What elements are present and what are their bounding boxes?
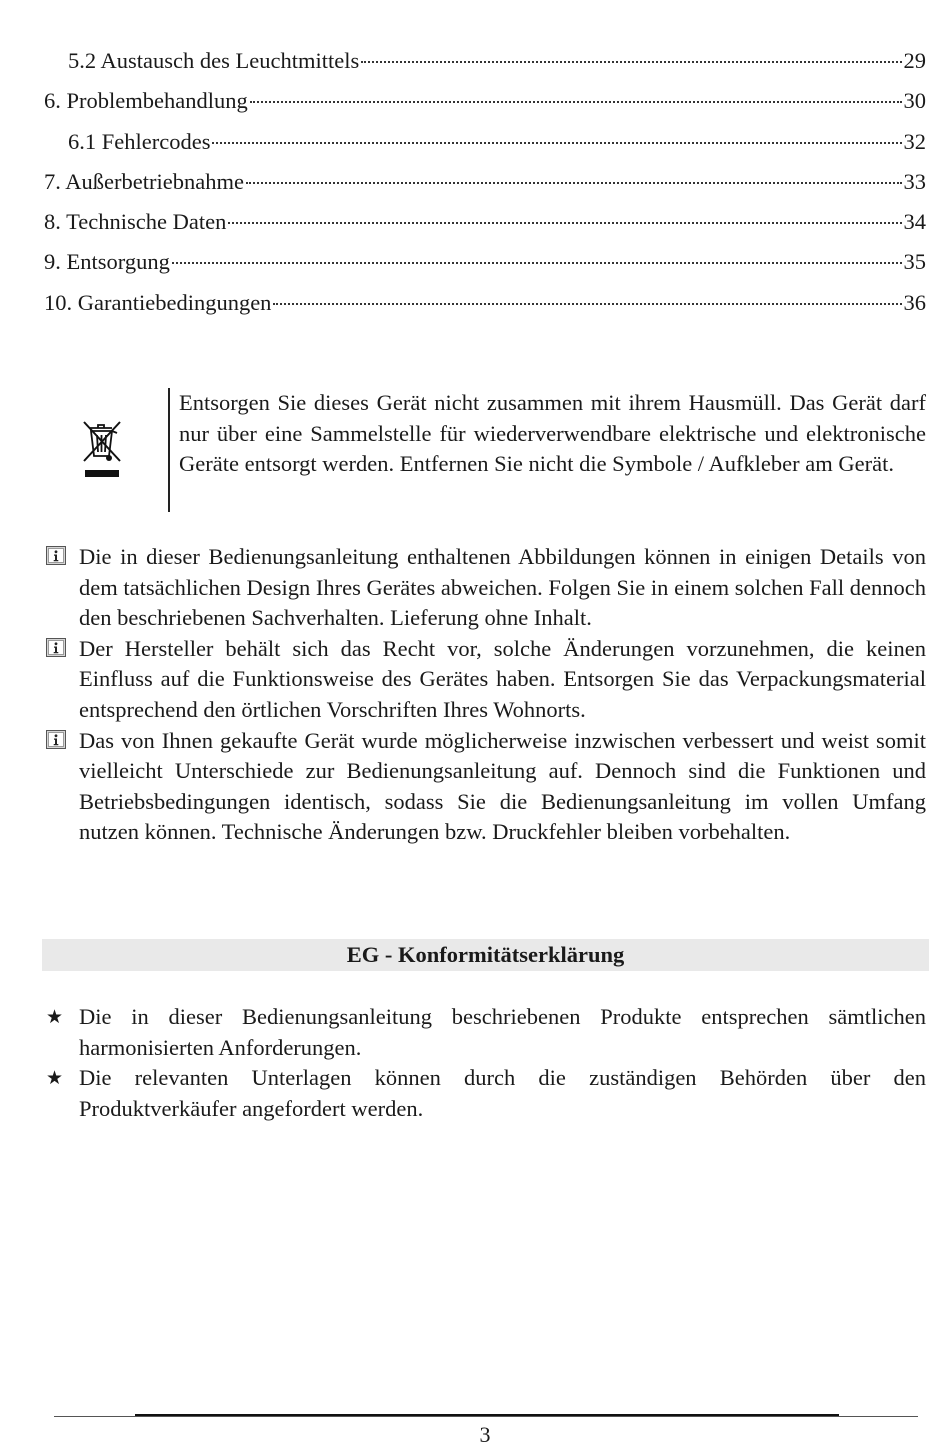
toc-entry[interactable]	[44, 165, 926, 205]
page-number: 3	[479, 1422, 491, 1447]
toc-leader-dots	[172, 262, 902, 264]
toc-entry-page: 34	[903, 209, 926, 235]
list-item	[44, 1063, 926, 1124]
toc-entry[interactable]	[44, 44, 926, 84]
toc-entry-title: 6.1 Fehlercodes	[68, 128, 211, 154]
disposal-text: Entsorgen Sie dieses Gerät nicht zusammen mit ihrem Hausmüll. Das Gerät darf nur über eine Sammelstelle für wiederverwendbare elektrische und elektronische Geräte entsorgt werden. Entfernen Sie nicht die Symbole / Aufkleber am Gerät.	[179, 390, 926, 477]
toc-leader-dots	[273, 303, 901, 305]
info-note-text: Das von Ihnen gekaufte Gerät wurde möglicherweise inzwischen verbessert und weist somit vielleicht Unterschiede zur Bedienungsanleitung auf. Dennoch sind die Funktionen und Betriebsbedingungen identisch, sodass Sie die Bedienungsanleitung im vollen Umfang nutzen können. Technische Änderungen bzw. Druckfehler bleiben vorbehalten.	[79, 727, 926, 845]
info-note-text: Der Hersteller behält sich das Recht vor, solche Änderungen vorzunehmen, die keinen Einfluss auf die Funktionsweise des Gerätes haben. Entsorgen Sie das Verpackungsmaterial entsprechend den örtlichen Vorschriften Ihres Wohnorts.	[79, 635, 926, 722]
toc-leader-dots	[250, 101, 902, 103]
toc-entry-title: 5.2 Austausch des Leuchtmittels	[68, 48, 360, 73]
info-notes	[44, 542, 926, 848]
toc-leader-dots	[228, 222, 901, 224]
conformity-list	[44, 1002, 926, 1124]
toc-entry-page: 35	[903, 249, 926, 275]
table-of-contents	[44, 44, 926, 326]
toc-entry-page: 36	[903, 289, 926, 315]
toc-entry-title: 7. Außerbetriebnahme	[44, 168, 244, 194]
info-icon	[46, 546, 66, 565]
footer-divider	[54, 1416, 918, 1417]
list-item-text: Die relevanten Unterlagen können durch die zuständigen Behörden über den Produktverkäufer angefordert werden.	[79, 1065, 926, 1121]
toc-entry-title: 8. Technische Daten	[44, 209, 227, 235]
info-note	[44, 634, 926, 726]
info-note	[44, 726, 926, 848]
toc-entry[interactable]	[44, 205, 926, 245]
toc-entry-title: 9. Entsorgung	[44, 249, 170, 275]
list-item-text: Die in dieser Bedienungsanleitung beschriebenen Produkte entsprechen sämtlichen harmonisierten Anforderungen.	[79, 1004, 926, 1060]
toc-entry-title: 6. Problembehandlung	[44, 88, 248, 114]
toc-entry-page: 32	[903, 128, 926, 154]
disposal-notice	[44, 388, 926, 512]
info-icon	[46, 730, 66, 749]
toc-entry[interactable]	[44, 245, 926, 285]
toc-entry[interactable]	[44, 125, 926, 165]
toc-entry[interactable]	[44, 84, 926, 124]
toc-entry-page: 29	[903, 48, 926, 73]
toc-leader-dots	[246, 182, 902, 184]
toc-leader-dots	[212, 142, 901, 144]
star-bullet-icon: ★	[46, 1006, 64, 1028]
list-item	[44, 1002, 926, 1063]
toc-leader-dots	[361, 61, 901, 63]
info-icon	[46, 638, 66, 657]
crossed-out-wheelie-bin-icon	[80, 418, 126, 480]
star-bullet-icon: ★	[46, 1067, 64, 1090]
toc-entry-title: 10. Garantiebedingungen	[44, 289, 272, 315]
section-heading-bar	[42, 939, 929, 971]
toc-entry-page: 30	[903, 88, 926, 114]
toc-entry[interactable]	[44, 286, 926, 326]
footer-divider-accent	[135, 1414, 839, 1416]
section-heading: EG - Konformitätserklärung	[346, 942, 625, 967]
disposal-divider	[168, 388, 170, 512]
toc-entry-page: 33	[903, 168, 926, 194]
info-note	[44, 542, 926, 634]
info-note-text: Die in dieser Bedienungsanleitung enthaltenen Abbildungen können in einigen Details von dem tatsächlichen Design Ihres Gerätes abweichen. Folgen Sie in einem solchen Fall dennoch den beschriebenen Sachverhalten. Lieferung ohne Inhalt.	[79, 544, 926, 631]
